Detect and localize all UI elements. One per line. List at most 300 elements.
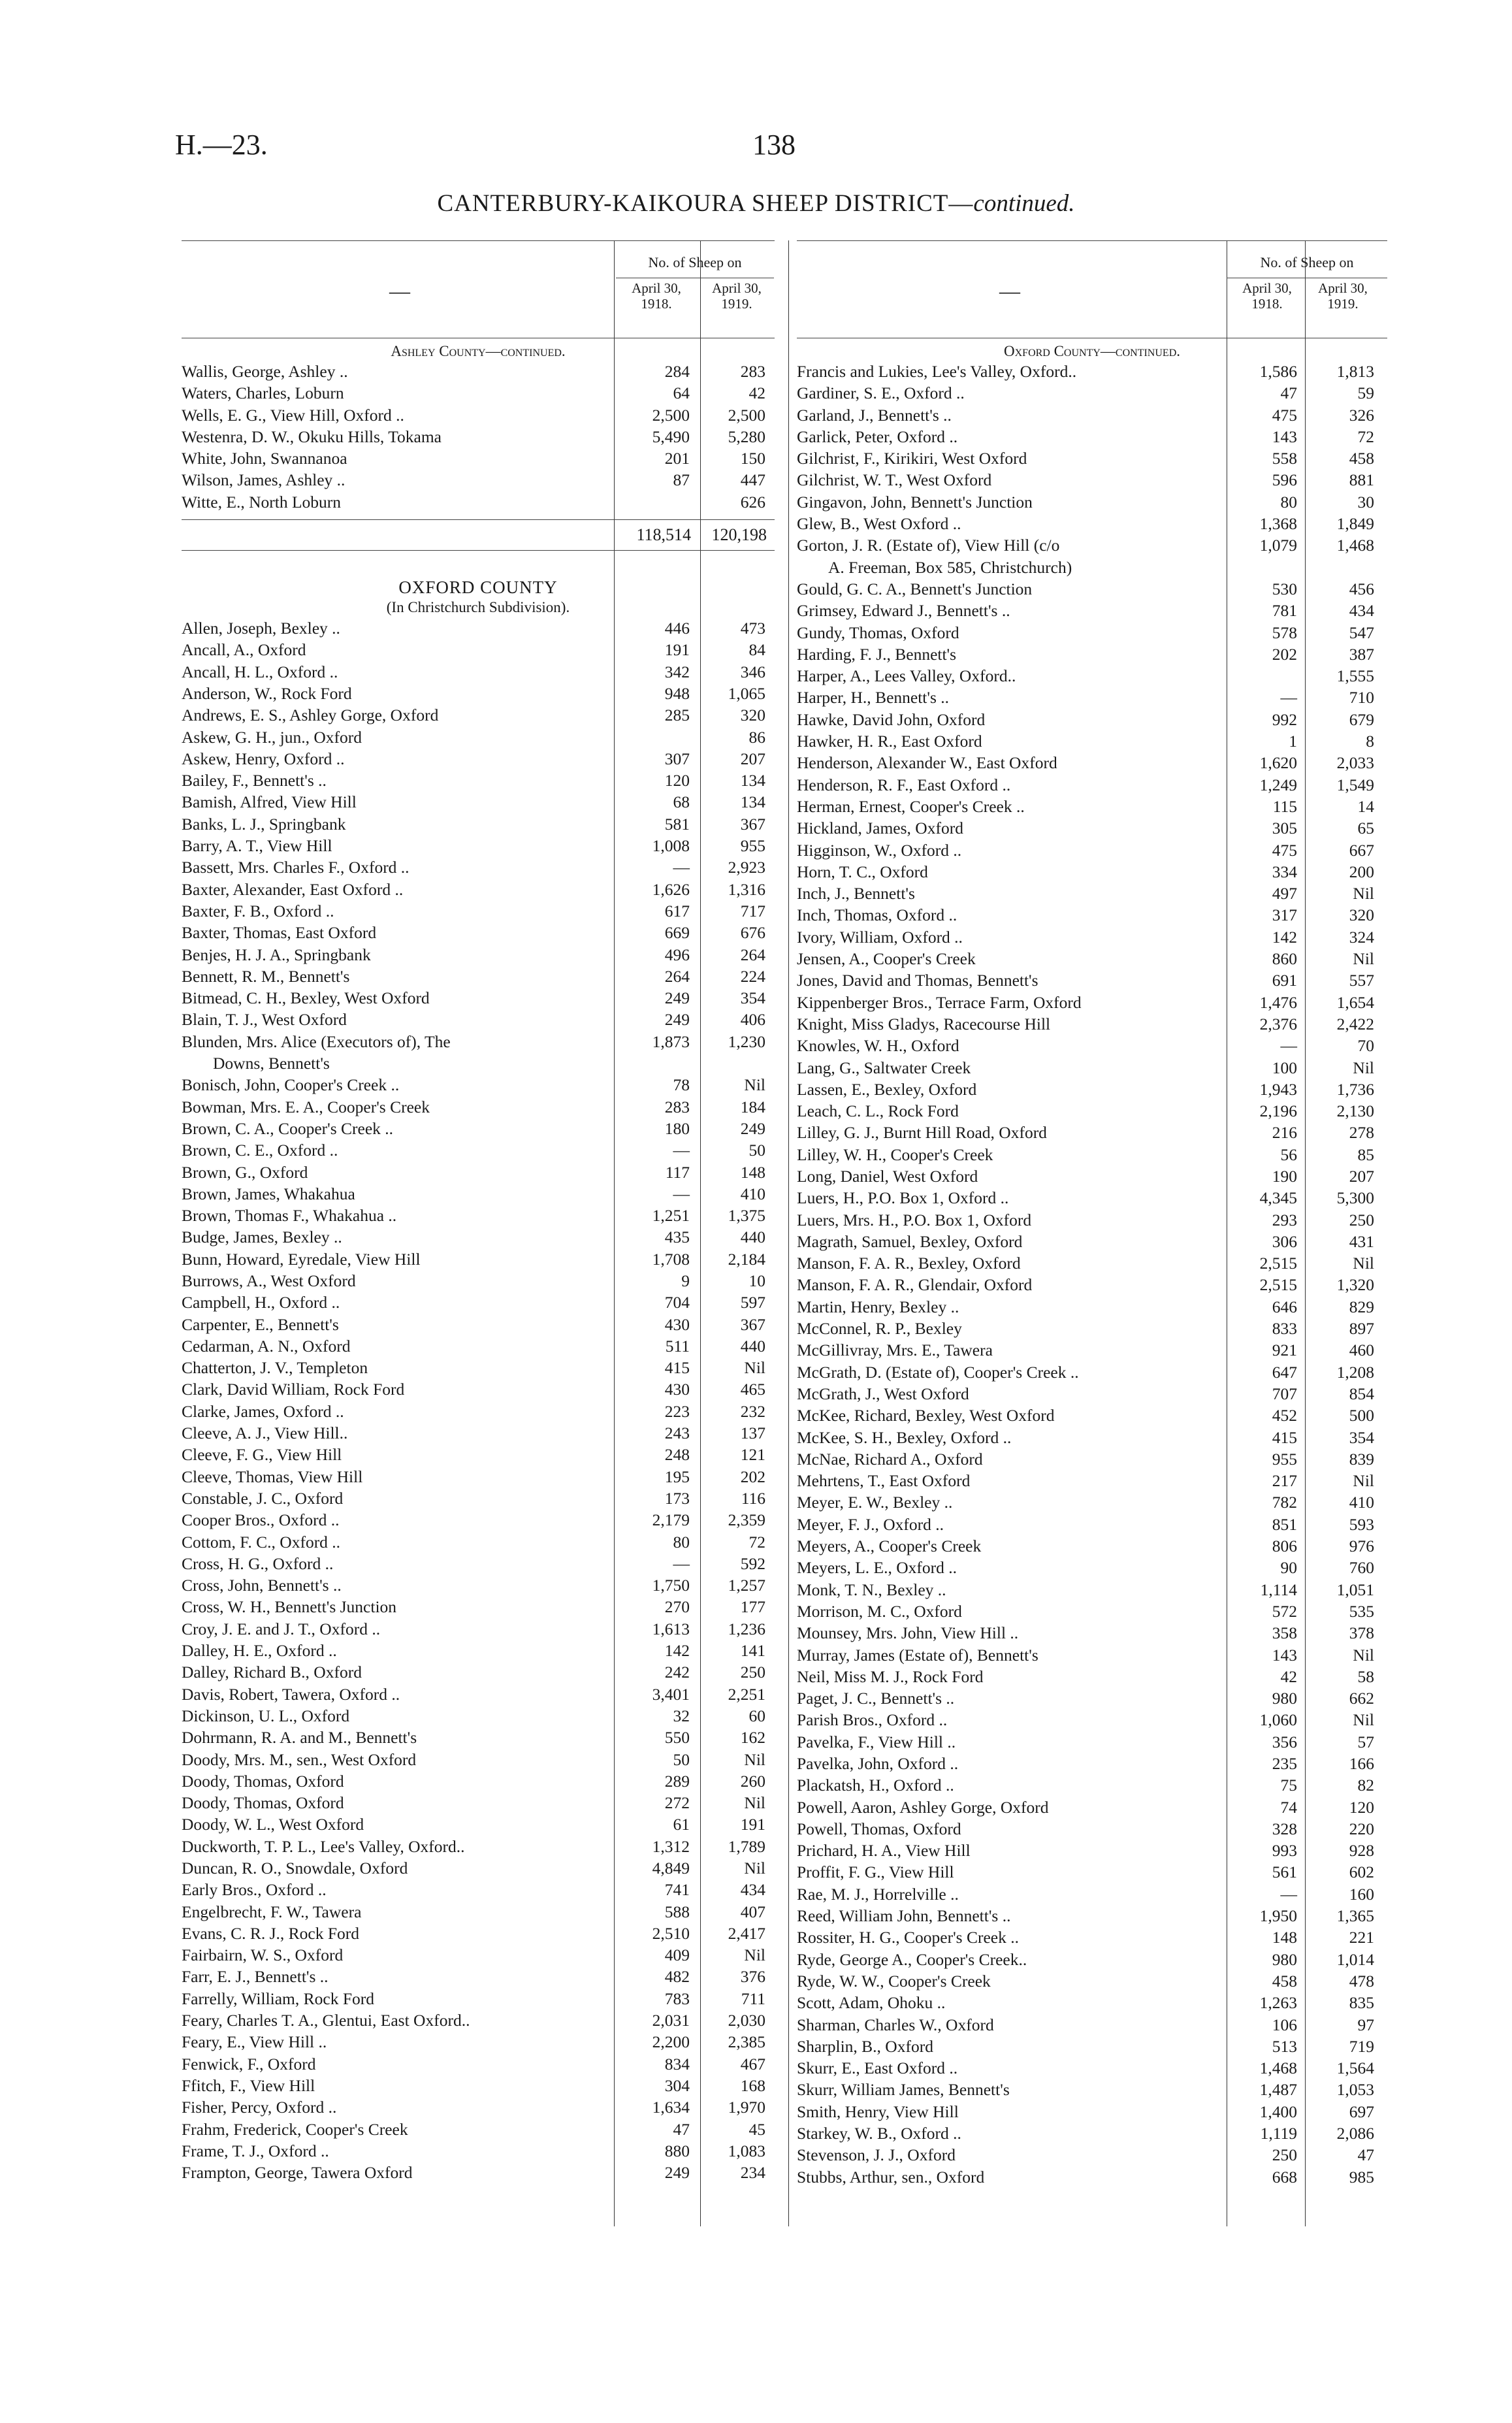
sheep-1919: 410 [740, 1184, 765, 1203]
table-row [797, 361, 1387, 382]
sheep-1918: 1,249 [1259, 775, 1297, 794]
owner-name: Reed, William John, Bennett's .. [797, 1906, 1011, 1926]
owner-name: Feary, E., View Hill .. [182, 2032, 327, 2052]
table-row [182, 1618, 775, 1640]
table-row [182, 1270, 775, 1292]
table-row [182, 2053, 775, 2075]
sheep-1918: 475 [1272, 405, 1297, 425]
sheep-1919: 5,300 [1336, 1188, 1374, 1208]
table-row [797, 1774, 1387, 1796]
owner-name: Gilchrist, F., Kirikiri, West Oxford [797, 449, 1027, 468]
table-row [797, 1970, 1387, 1992]
sheep-1919: 626 [740, 492, 765, 512]
owner-name: Brown, C. A., Cooper's Creek .. [182, 1118, 394, 1138]
owner-name: Baxter, F. B., Oxford .. [182, 901, 334, 920]
table-row [182, 1531, 775, 1553]
table-row [797, 1057, 1387, 1079]
sheep-1919: 320 [1349, 905, 1374, 925]
sheep-1919: 602 [1349, 1862, 1374, 1882]
table-row [797, 1797, 1387, 1818]
oxford-section-subheading: (In Christchurch Subdivision). [386, 599, 570, 616]
owner-name: Bunn, Howard, Eyredale, View Hill [182, 1249, 421, 1269]
table-row [182, 1770, 775, 1792]
sheep-1918: 1,626 [652, 879, 690, 899]
sheep-1918: 201 [664, 449, 690, 468]
sheep-1918: 550 [664, 1728, 690, 1748]
table-row [797, 1296, 1387, 1318]
sheep-1919: 465 [740, 1380, 765, 1399]
owner-name: Grimsey, Edward J., Bennett's .. [797, 601, 1010, 621]
owner-name: Banks, L. J., Springbank [182, 814, 346, 834]
sheep-1919: 324 [1349, 927, 1374, 947]
owner-name: Paget, J. C., Bennett's .. [797, 1689, 955, 1708]
table-row [182, 1749, 775, 1770]
table-row [797, 534, 1387, 556]
sheep-1918: 993 [1272, 1841, 1297, 1861]
table-row [182, 726, 775, 748]
table-row [182, 639, 775, 660]
sheep-1918: 860 [1272, 949, 1297, 969]
sheep-1919: 387 [1349, 644, 1374, 664]
table-row [797, 1514, 1387, 1535]
sheep-1919: 250 [740, 1663, 765, 1682]
table-row [182, 1357, 775, 1378]
sheep-1918: 75 [1280, 1776, 1297, 1795]
owner-name: Doody, Thomas, Oxford [182, 1771, 344, 1791]
sheep-1919: 1,053 [1336, 2080, 1374, 2100]
title-main: CANTERBURY-KAIKOURA SHEEP DISTRICT— [437, 190, 974, 217]
sheep-1919: 220 [1349, 1819, 1374, 1838]
table-row [797, 1470, 1387, 1491]
sheep-1919: 1,316 [728, 879, 765, 899]
sheep-1919: 249 [740, 1118, 765, 1138]
sheep-1919: 1,051 [1336, 1580, 1374, 1599]
sheep-1918: 980 [1272, 1949, 1297, 1969]
sheep-1919: 82 [1357, 1776, 1374, 1795]
owner-name: Duncan, R. O., Snowdale, Oxford [182, 1859, 408, 1878]
table-row [797, 622, 1387, 643]
sheep-1918: 1,586 [1259, 362, 1297, 381]
owner-name: Feary, Charles T. A., Glentui, East Oxford.. [182, 2011, 470, 2030]
table-row [182, 1661, 775, 1683]
sheep-1919: 662 [1349, 1689, 1374, 1708]
sheep-1919: Nil [1353, 1254, 1374, 1273]
owner-name: Doody, Mrs. M., sen., West Oxford [182, 1749, 417, 1769]
table-row [797, 752, 1387, 773]
sheep-1919: 160 [1349, 1884, 1374, 1904]
sheep-1918: 707 [1272, 1384, 1297, 1403]
sheep-1918: 588 [664, 1902, 690, 1921]
table-row [797, 1622, 1387, 1644]
no-of-sheep-label: No. of Sheep on [616, 248, 774, 278]
sheep-1919: 232 [740, 1401, 765, 1421]
sheep-1919: 535 [1349, 1601, 1374, 1621]
table-row [182, 1857, 775, 1879]
owner-name: Cross, W. H., Bennett's Junction [182, 1597, 397, 1617]
sheep-1918: 415 [1272, 1427, 1297, 1447]
owner-name: Dohrmann, R. A. and M., Bennett's [182, 1728, 417, 1748]
table-row [182, 2162, 775, 2183]
sheep-1918: 249 [664, 1010, 690, 1030]
owner-name: Frampton, George, Tawera Oxford [182, 2163, 413, 2183]
sheep-1919: 710 [1349, 688, 1374, 707]
sheep-1918: 328 [1272, 1819, 1297, 1838]
owner-name: Long, Daniel, West Oxford [797, 1166, 978, 1186]
table-row [182, 1727, 775, 1748]
table-row [797, 1840, 1387, 1861]
owner-name: Sharplin, B., Oxford [797, 2036, 933, 2056]
table-row [182, 2119, 775, 2140]
sheep-1919: 30 [1357, 492, 1374, 512]
sheep-1919: 354 [1349, 1427, 1374, 1447]
owner-name: Monk, T. N., Bexley .. [797, 1580, 946, 1599]
left-column-header [182, 240, 775, 338]
owner-name: Francis and Lukies, Lee's Valley, Oxford.. [797, 362, 1077, 381]
sheep-1918: 5,490 [652, 427, 690, 446]
sheep-1918: 446 [664, 619, 690, 638]
owner-name: Askew, G. H., jun., Oxford [182, 727, 362, 747]
owner-name: Meyer, F. J., Oxford .. [797, 1514, 944, 1534]
owner-name: Neil, Miss M. J., Rock Ford [797, 1667, 984, 1686]
document-reference: H.—23. [175, 129, 268, 161]
owner-name: Gould, G. C. A., Bennett's Junction [797, 579, 1033, 598]
sheep-1919: 1,564 [1336, 2058, 1374, 2078]
owner-name: Martin, Henry, Bexley .. [797, 1297, 959, 1316]
sheep-1919: 45 [748, 2119, 765, 2139]
sheep-1919: 1,849 [1336, 514, 1374, 534]
table-row [182, 1988, 775, 2009]
sheep-1919: 148 [740, 1162, 765, 1182]
table-row-continuation [182, 1052, 775, 1074]
sheep-1919: 59 [1357, 383, 1374, 403]
table-row [797, 1666, 1387, 1687]
table-row [797, 1535, 1387, 1557]
table-row [182, 1813, 775, 1835]
sheep-1919: 120 [1349, 1797, 1374, 1817]
ashley-section-heading: Ashley County—continued. [391, 343, 566, 359]
sheep-1919: 367 [740, 814, 765, 834]
table-row [182, 1292, 775, 1313]
table-row [797, 992, 1387, 1013]
table-row [797, 926, 1387, 948]
owner-name: Harding, F. J., Bennett's [797, 644, 957, 664]
sheep-1919: 283 [740, 362, 765, 381]
table-row [797, 1318, 1387, 1339]
sheep-1919: 134 [740, 771, 765, 790]
owner-name: Croy, J. E. and J. T., Oxford .. [182, 1619, 381, 1638]
col-1918-header: April 30, 1918. [632, 280, 681, 312]
sheep-1918: 880 [664, 2141, 690, 2160]
table-row [182, 966, 775, 987]
sheep-1919: 881 [1349, 470, 1374, 490]
sheep-1918: 617 [664, 901, 690, 920]
owner-name: Meyers, A., Cooper's Creek [797, 1537, 982, 1556]
table-row [797, 1905, 1387, 1927]
table-row [182, 835, 775, 856]
table-row [797, 1013, 1387, 1035]
sheep-1919: 593 [1349, 1514, 1374, 1534]
owner-name: Gilchrist, W. T., West Oxford [797, 470, 992, 490]
owner-name: Luers, H., P.O. Box 1, Oxford .. [797, 1188, 1009, 1208]
table-row [182, 1335, 775, 1357]
owner-name: Allen, Joseph, Bexley .. [182, 619, 340, 638]
sheep-1918: 3,401 [652, 1684, 690, 1704]
oxford-rows-left [182, 617, 775, 2183]
sheep-1918: 430 [664, 1314, 690, 1334]
table-row [797, 2036, 1387, 2057]
table-row [182, 1683, 775, 1705]
sheep-1918: 264 [664, 966, 690, 986]
sheep-1918: 283 [664, 1097, 690, 1116]
sheep-1919: 2,422 [1336, 1014, 1374, 1033]
sheep-1918: 32 [673, 1706, 690, 1725]
owner-name: Mehrtens, T., East Oxford [797, 1471, 971, 1491]
owner-name: Ancall, H. L., Oxford .. [182, 662, 338, 681]
sheep-1919: 2,251 [728, 1684, 765, 1704]
sheep-1919: 547 [1349, 623, 1374, 642]
table-row [797, 1992, 1387, 2013]
sheep-1918: 704 [664, 1293, 690, 1312]
table-row [797, 1601, 1387, 1622]
sheep-1919: Nil [1353, 884, 1374, 903]
sheep-1918: — [673, 1141, 690, 1160]
table-row [182, 1640, 775, 1661]
sheep-1919: 47 [1357, 2145, 1374, 2165]
owner-name: Farr, E. J., Bennett's .. [182, 1967, 329, 1987]
sheep-1919: 168 [740, 2075, 765, 2095]
sheep-1918: 242 [664, 1663, 690, 1682]
owner-name: Cross, H. G., Oxford .. [182, 1553, 334, 1573]
owner-name: Bamish, Alfred, View Hill [182, 792, 357, 812]
sheep-1919: 200 [1349, 862, 1374, 881]
sheep-1919: 557 [1349, 971, 1374, 990]
sheep-1918: 1,008 [652, 836, 690, 856]
sheep-1919: 1,257 [728, 1576, 765, 1595]
table-row [797, 1209, 1387, 1231]
sheep-1918: 1,950 [1259, 1906, 1297, 1926]
owner-name: Powell, Thomas, Oxford [797, 1819, 961, 1838]
sheep-1918: 1,613 [652, 1619, 690, 1638]
owner-name: McKee, S. H., Bexley, Oxford .. [797, 1427, 1012, 1447]
sheep-1919: 177 [740, 1597, 765, 1617]
owner-name: Bonisch, John, Cooper's Creek .. [182, 1075, 400, 1095]
table-row [182, 1248, 775, 1270]
table-row [182, 469, 775, 491]
table-row [182, 813, 775, 835]
sheep-1918: 142 [664, 1641, 690, 1661]
col-1919-header: April 30, 1919. [1318, 280, 1368, 312]
owner-name: Henderson, Alexander W., East Oxford [797, 753, 1057, 773]
table-row [797, 2101, 1387, 2122]
table-row [797, 447, 1387, 469]
sheep-1919: 8 [1366, 732, 1374, 751]
table-row [797, 1949, 1387, 1970]
ashley-total-row [182, 519, 775, 551]
ashley-rows [182, 361, 775, 513]
table-row [182, 1205, 775, 1226]
table-row [182, 1792, 775, 1813]
table-row [182, 2140, 775, 2162]
sheep-1918: 317 [1272, 905, 1297, 925]
sheep-1918: 482 [664, 1967, 690, 1987]
sheep-1918: 647 [1272, 1362, 1297, 1382]
sheep-1919: 760 [1349, 1558, 1374, 1578]
table-row [797, 1187, 1387, 1209]
sheep-1918: 223 [664, 1401, 690, 1421]
sheep-1918: 558 [1272, 449, 1297, 468]
oxford-section-heading: OXFORD COUNTY [398, 577, 558, 598]
no-of-sheep-label: No. of Sheep on [1227, 248, 1387, 278]
sheep-1918: 430 [664, 1380, 690, 1399]
owner-name: Bennett, R. M., Bennett's [182, 966, 350, 986]
table-row [182, 1879, 775, 1900]
table-row [797, 600, 1387, 621]
table-row [797, 709, 1387, 730]
sheep-1919: 1,970 [728, 2098, 765, 2117]
sheep-1919: 2,385 [728, 2032, 765, 2052]
total-1918: 118,514 [636, 525, 691, 545]
sheep-1918: 106 [1272, 2015, 1297, 2034]
sheep-1918: — [673, 1553, 690, 1573]
sheep-1918: 4,849 [652, 1859, 690, 1878]
owner-name: Fenwick, F., Oxford [182, 2054, 316, 2073]
owner-name: Jones, David and Thomas, Bennett's [797, 971, 1038, 990]
sheep-1919: 2,086 [1336, 2124, 1374, 2143]
sheep-1918: 87 [673, 470, 690, 490]
sheep-1918: 955 [1272, 1449, 1297, 1469]
owner-name: Knight, Miss Gladys, Racecourse Hill [797, 1014, 1051, 1033]
sheep-1919: Nil [1353, 1471, 1374, 1491]
sheep-1918: 293 [1272, 1210, 1297, 1229]
sheep-1918: 475 [1272, 840, 1297, 860]
table-row-continuation [797, 557, 1387, 578]
sheep-1919: 985 [1349, 2167, 1374, 2187]
sheep-1919: 166 [1349, 1754, 1374, 1773]
sheep-1918: 342 [664, 662, 690, 681]
sheep-1918: 561 [1272, 1862, 1297, 1882]
sheep-1918: 307 [664, 749, 690, 768]
left-column [182, 240, 775, 2183]
sheep-1918: 513 [1272, 2036, 1297, 2056]
owner-name: Leach, C. L., Rock Ford [797, 1101, 959, 1121]
owner-name: Plackatsh, H., Oxford .. [797, 1776, 954, 1795]
sheep-1918: 1,943 [1259, 1079, 1297, 1099]
owner-name: Carpenter, E., Bennett's [182, 1314, 339, 1334]
table-row [797, 1100, 1387, 1122]
sheep-1919: 434 [740, 1880, 765, 1900]
sheep-1919: 458 [1349, 449, 1374, 468]
owner-name: Clarke, James, Oxford .. [182, 1401, 344, 1421]
sheep-1918: — [1280, 1884, 1297, 1904]
sheep-1918: 195 [664, 1467, 690, 1486]
owner-name: Wallis, George, Ashley .. [182, 362, 348, 381]
oxford-continued-heading: Oxford County—continued. [1004, 343, 1180, 359]
sheep-1918: 304 [664, 2075, 690, 2095]
table-row [182, 1183, 775, 1205]
owner-name: Witte, E., North Loburn [182, 492, 342, 512]
sheep-1919: 326 [1349, 405, 1374, 425]
owner-name: Glew, B., West Oxford .. [797, 514, 961, 534]
sheep-1918: 61 [673, 1815, 690, 1834]
table-row [182, 426, 775, 447]
sheep-1918: 578 [1272, 623, 1297, 642]
sheep-1919: 1,365 [1336, 1906, 1374, 1926]
table-row [797, 2057, 1387, 2079]
sheep-1918: 235 [1272, 1754, 1297, 1773]
sheep-1919: 134 [740, 792, 765, 812]
owner-name: Knowles, W. H., Oxford [797, 1036, 959, 1056]
table-row [797, 817, 1387, 839]
owner-name: Starkey, W. B., Oxford .. [797, 2124, 961, 2143]
col-1918-header: April 30, 1918. [1242, 280, 1292, 312]
sheep-1918: 834 [664, 2054, 690, 2073]
sheep-1919: 976 [1349, 1537, 1374, 1556]
table-row [797, 1079, 1387, 1100]
owner-name: Cooper Bros., Oxford .. [182, 1510, 340, 1530]
table-row [182, 1509, 775, 1531]
table-row [182, 791, 775, 813]
owner-name: Murray, James (Estate of), Bennett's [797, 1645, 1038, 1665]
sheep-1919: 1,789 [728, 1836, 765, 1856]
table-row [182, 1574, 775, 1596]
sheep-1918: 9 [681, 1271, 690, 1290]
owner-name: Luers, Mrs. H., P.O. Box 1, Oxford [797, 1210, 1032, 1229]
owner-name: Skurr, William James, Bennett's [797, 2080, 1010, 2100]
table-row [182, 1009, 775, 1030]
sheep-1918: 358 [1272, 1623, 1297, 1643]
table-row [182, 1031, 775, 1052]
sheep-1918: 1,368 [1259, 514, 1297, 534]
sheep-1919: 150 [740, 449, 765, 468]
sheep-1918: 1,873 [652, 1032, 690, 1051]
sheep-1919: 1,555 [1336, 666, 1374, 686]
owner-name: Early Bros., Oxford .. [182, 1880, 327, 1900]
owner-name: Morrison, M. C., Oxford [797, 1601, 962, 1621]
sheep-1919: 207 [1349, 1166, 1374, 1186]
sheep-1919: 10 [748, 1271, 765, 1290]
sheep-1918: 1,750 [652, 1576, 690, 1595]
owner-name: Davis, Robert, Tawera, Oxford .. [182, 1684, 400, 1704]
sheep-1919: 410 [1349, 1493, 1374, 1512]
owner-name: Jensen, A., Cooper's Creek [797, 949, 976, 969]
sheep-1919: 121 [740, 1445, 765, 1465]
sheep-1918: 646 [1272, 1297, 1297, 1316]
sheep-1918: 572 [1272, 1601, 1297, 1621]
sheep-1919: Nil [744, 1793, 765, 1813]
sheep-1919: 50 [748, 1141, 765, 1160]
sheep-1919: 378 [1349, 1623, 1374, 1643]
table-row [182, 1836, 775, 1857]
table-row [797, 426, 1387, 447]
table-row [182, 617, 775, 639]
sheep-1918: 4,345 [1259, 1188, 1297, 1208]
sheep-1918: 782 [1272, 1493, 1297, 1512]
sheep-1918: — [1280, 688, 1297, 707]
table-row [797, 1144, 1387, 1165]
sheep-1918: 1,251 [652, 1206, 690, 1226]
sheep-1918: 68 [673, 792, 690, 812]
sheep-1918: 148 [1272, 1928, 1297, 1947]
table-row [182, 856, 775, 878]
owner-name: Constable, J. C., Oxford [182, 1488, 344, 1508]
sheep-1918: 1,263 [1259, 1993, 1297, 2013]
sheep-1918: 191 [664, 640, 690, 660]
owner-name: Lang, G., Saltwater Creek [797, 1058, 971, 1077]
owner-name: Cedarman, A. N., Oxford [182, 1336, 351, 1356]
owner-name: McKee, Richard, Bexley, West Oxford [797, 1406, 1055, 1425]
table-row [797, 687, 1387, 708]
table-row [182, 770, 775, 791]
